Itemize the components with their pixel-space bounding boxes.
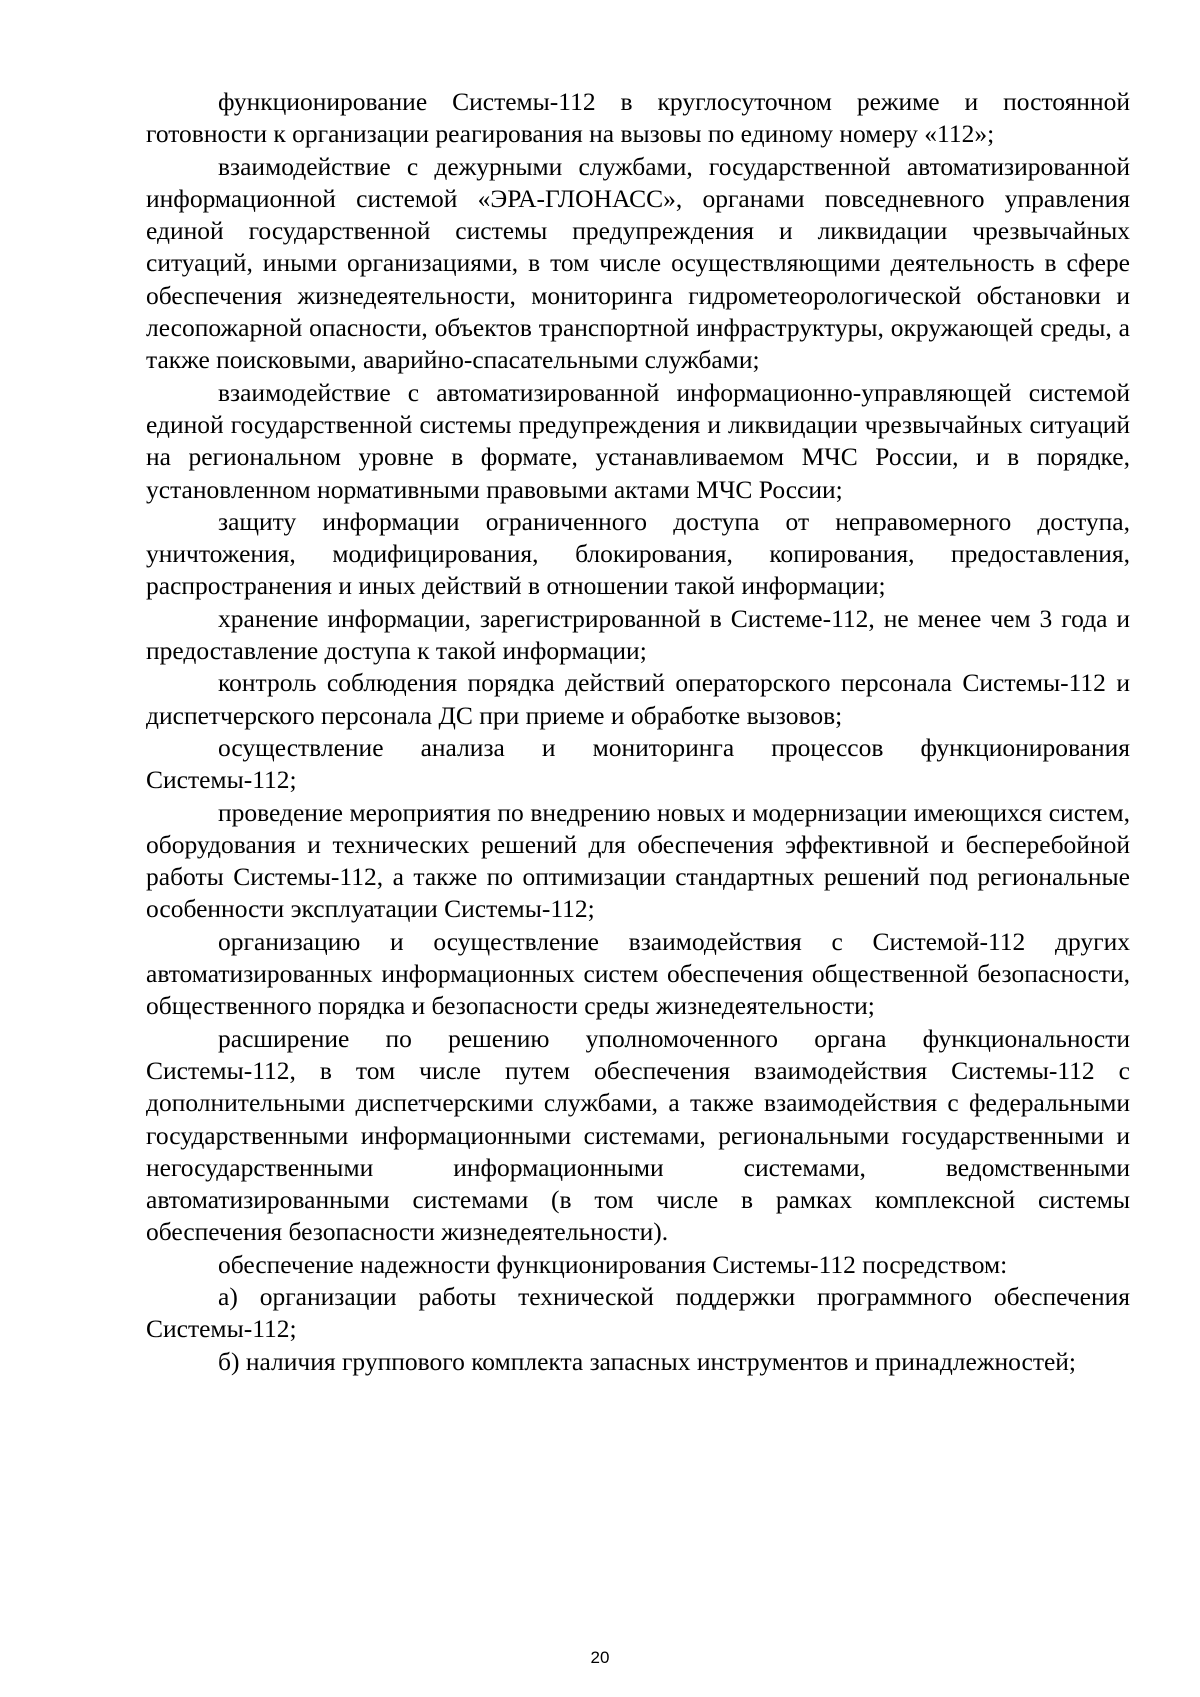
- paragraph-functionality-extension: расширение по решению уполномоченного органа функциональности Системы-112, в том числе путем обеспечения взаимодействия Системы-112 с дополнительными диспетчерскими службами, а также взаимодействия с федеральными государственными информационными системами, региональными государственными и негосударственными информационными системами, ведомственными автоматизированными системами (в том числе в рамках комплексной системы обеспечения безопасности жизнедеятельности).: [146, 1023, 1130, 1247]
- paragraph-interaction-duty-services: взаимодействие с дежурными службами, государственной автоматизированной информационной системой «ЭРА-ГЛОНАСС», органами повседневного управления единой государственной системы предупреждения и ликвидации чрезвычайных ситуаций, иными организациями, в том числе осуществляющими деятельность в сфере обеспечения жизнедеятельности, мониторинга гидрометеорологической обстановки и лесопожарной опасности, объектов транспортной инфраструктуры, окружающей среды, а также поисковыми, аварийно-спасательными службами;: [146, 151, 1130, 375]
- paragraph-information-storage: хранение информации, зарегистрированной в Системе-112, не менее чем 3 года и предоставление доступа к такой информации;: [146, 603, 1130, 666]
- paragraph-item-b-spare-parts: б) наличия группового комплекта запасных инструментов и принадлежностей;: [218, 1346, 1077, 1376]
- paragraph-modernization: проведение мероприятия по внедрению новых и модернизации имеющихся систем, оборудования и технических решений для обеспечения эффективной и бесперебойной работы Системы-112, а также по оптимизации стандартных решений под региональные особенности эксплуатации Системы-112;: [146, 797, 1130, 924]
- body-text: [146, 86, 1130, 1378]
- paragraph-reliability: обеспечение надежности функционирования Системы-112 посредством:: [218, 1249, 1008, 1279]
- paragraph-personnel-control: контроль соблюдения порядка действий операторского персонала Системы-112 и диспетчерского персонала ДС при приеме и обработке вызовов;: [146, 668, 1130, 730]
- page-number: 20: [590, 1648, 610, 1667]
- paragraph-interaction-aius: взаимодействие с автоматизированной информационно-управляющей системой единой государственной системы предупреждения и ликвидации чрезвычайных ситуаций на региональном уровне в формате, устанавливаемом МЧС России, и в порядке, установленном нормативными правовыми актами МЧС России;: [146, 377, 1130, 504]
- paragraph-monitoring-analysis: осуществление анализа и мониторинга процессов функционирования Системы-112;: [146, 732, 1130, 795]
- paragraph-other-systems-interaction: организацию и осуществление взаимодействия с Системой-112 других автоматизированных информационных систем обеспечения общественной безопасности, общественного порядка и безопасности среды жизнедеятельности;: [146, 926, 1130, 1021]
- paragraph-item-a-support: а) организации работы технической поддержки программного обеспечения Системы-112;: [146, 1281, 1130, 1344]
- paragraph-information-protection: защиту информации ограниченного доступа от неправомерного доступа, уничтожения, модифицирования, блокирования, копирования, предоставления, распространения и иных действий в отношении такой информации;: [146, 506, 1130, 601]
- paragraph-operation-mode: функционирование Системы-112 в круглосуточном режиме и постоянной готовности к организации реагирования на вызовы по единому номеру «112»;: [146, 87, 1130, 149]
